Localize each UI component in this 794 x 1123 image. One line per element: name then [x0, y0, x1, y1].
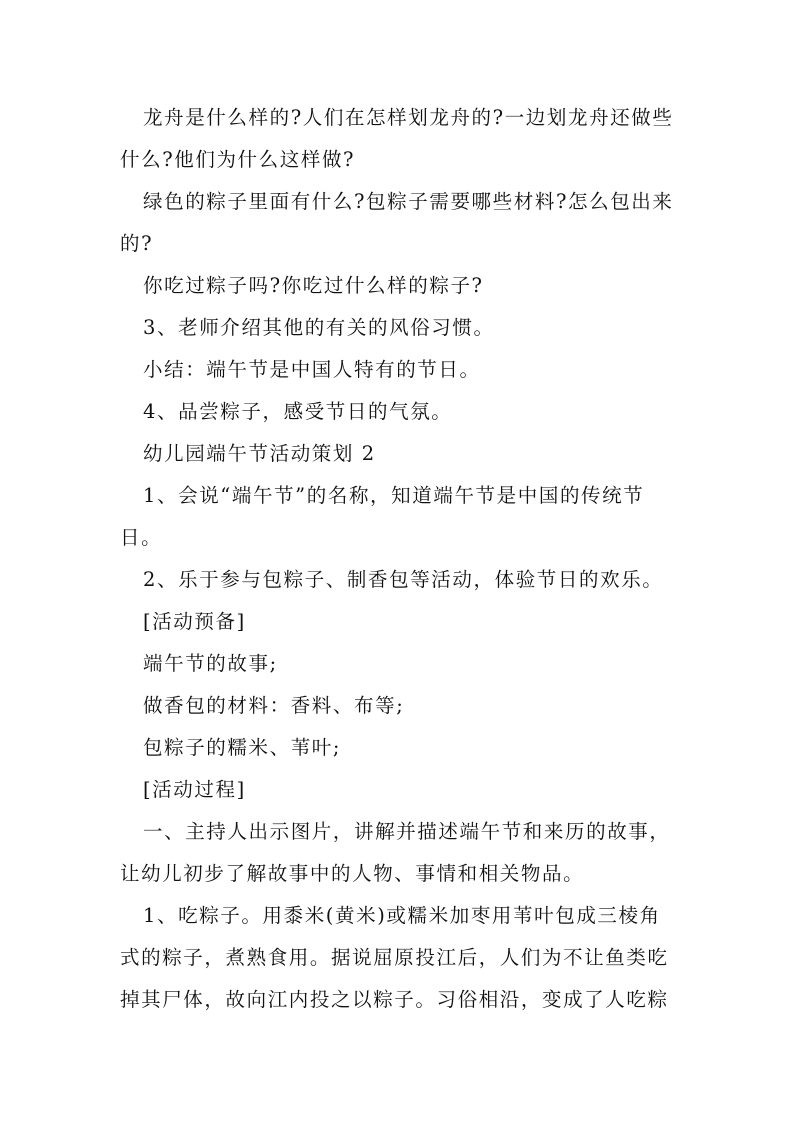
paragraph-line: 小结：端午节是中国人特有的节日。: [143, 358, 481, 381]
paragraph-line: 式的粽子，煮熟食用。据说屈原投江后，人们为不让鱼类吃: [120, 946, 669, 969]
paragraph-line: 一、主持人出示图片，讲解并描述端午节和来历的故事，: [143, 820, 671, 843]
paragraph-line: 1、吃粽子。用黍米(黄米)或糯米加枣用苇叶包成三棱角: [143, 904, 661, 927]
paragraph-line: 龙舟是什么样的?人们在怎样划龙舟的?一边划龙舟还做些: [143, 106, 674, 129]
paragraph-line: 日。: [120, 526, 163, 549]
paragraph-line: 做香包的材料：香料、布等;: [143, 694, 405, 717]
paragraph-line: 包粽子的糯米、苇叶;: [143, 736, 342, 759]
paragraph-line: 你吃过粽子吗?你吃过什么样的粽子?: [143, 274, 484, 297]
paragraph-line: 2、乐于参与包粽子、制香包等活动，体验节日的欢乐。: [143, 568, 664, 591]
section-label: [活动预备]: [143, 610, 246, 633]
paragraph-line: 4、品尝粽子，感受节日的气氛。: [143, 400, 453, 423]
paragraph-line: 1、会说“端午节”的名称，知道端午节是中国的传统节: [143, 484, 645, 507]
section-heading: 幼儿园端午节活动策划 2: [143, 442, 376, 465]
paragraph-line: 的?: [120, 232, 154, 255]
paragraph-line: 绿色的粽子里面有什么?包粽子需要哪些材料?怎么包出来: [143, 190, 674, 213]
paragraph-line: 端午节的故事;: [143, 652, 278, 675]
paragraph-line: 让幼儿初步了解故事中的人物、事情和相关物品。: [120, 862, 585, 885]
paragraph-line: 3、老师介绍其他的有关的风俗习惯。: [143, 316, 495, 339]
paragraph-line: 什么?他们为什么这样做?: [120, 148, 356, 171]
paragraph-line: 掉其尸体，故向江内投之以粽子。习俗相沿，变成了人吃粽: [120, 988, 669, 1011]
section-label: [活动过程]: [143, 778, 246, 801]
